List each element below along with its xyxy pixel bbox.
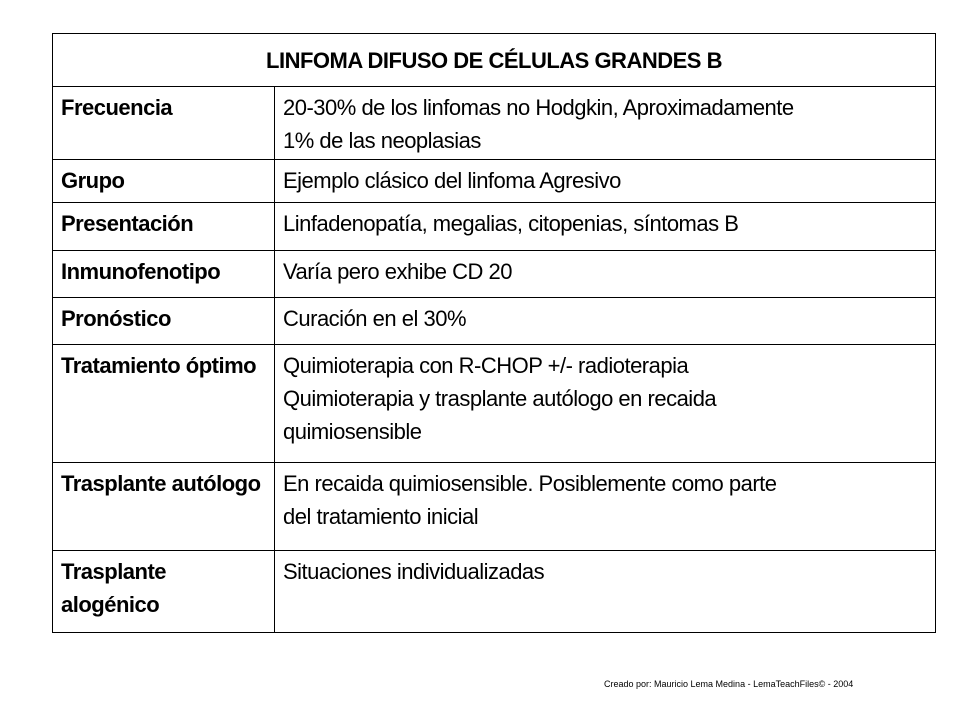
row-label-pronostico: Pronóstico [53, 298, 275, 345]
row-desc-presentacion [275, 203, 936, 251]
table-row [53, 345, 936, 463]
desc-line: Quimioterapia con R-CHOP +/- radioterapia [283, 353, 689, 378]
desc-line: Quimioterapia y trasplante autólogo en recaida [283, 386, 717, 411]
row-desc-alogenico [275, 551, 936, 633]
table-body [53, 87, 936, 633]
table-row [53, 203, 936, 251]
desc-line: En recaida quimiosensible. Posiblemente como parte [283, 471, 777, 496]
desc-line: Curación en el 30% [283, 306, 467, 331]
table-title: LINFOMA DIFUSO DE CÉLULAS GRANDES B [53, 34, 936, 87]
desc-line: Linfadenopatía, megalias, citopenias, síntomas B [283, 211, 739, 236]
table-row [53, 160, 936, 203]
desc-line: 20-30% de los linfomas no Hodgkin, Aproximadamente [283, 95, 794, 120]
row-desc-grupo [275, 160, 936, 203]
row-desc-frecuencia [275, 87, 936, 160]
desc-line: Situaciones individualizadas [283, 559, 545, 584]
row-label-inmunofenotipo: Inmunofenotipo [53, 251, 275, 298]
table-row [53, 298, 936, 345]
row-desc-autologo [275, 463, 936, 551]
row-label-grupo: Grupo [53, 160, 275, 203]
table-row [53, 251, 936, 298]
row-desc-tratamiento [275, 345, 936, 463]
row-label-alogenico: Trasplante alogénico [53, 551, 275, 633]
table-row [53, 463, 936, 551]
desc-line: 1% de las neoplasias [283, 128, 481, 153]
desc-line: del tratamiento inicial [283, 504, 479, 529]
row-desc-pronostico [275, 298, 936, 345]
desc-line: quimiosensible [283, 419, 422, 444]
row-label-tratamiento: Tratamiento óptimo [53, 345, 275, 463]
desc-line: Ejemplo clásico del linfoma Agresivo [283, 168, 621, 193]
row-label-autologo: Trasplante autólogo [53, 463, 275, 551]
lymphoma-table [52, 33, 936, 633]
row-desc-inmunofenotipo [275, 251, 936, 298]
row-label-frecuencia: Frecuencia [53, 87, 275, 160]
desc-line: Varía pero exhibe CD 20 [283, 259, 513, 284]
row-label-presentacion: Presentación [53, 203, 275, 251]
table-row [53, 87, 936, 160]
author-credit: Creado por: Mauricio Lema Medina - LemaTeachFiles© - 2004 [604, 679, 854, 689]
table-header-row [53, 34, 936, 87]
table-row [53, 551, 936, 633]
